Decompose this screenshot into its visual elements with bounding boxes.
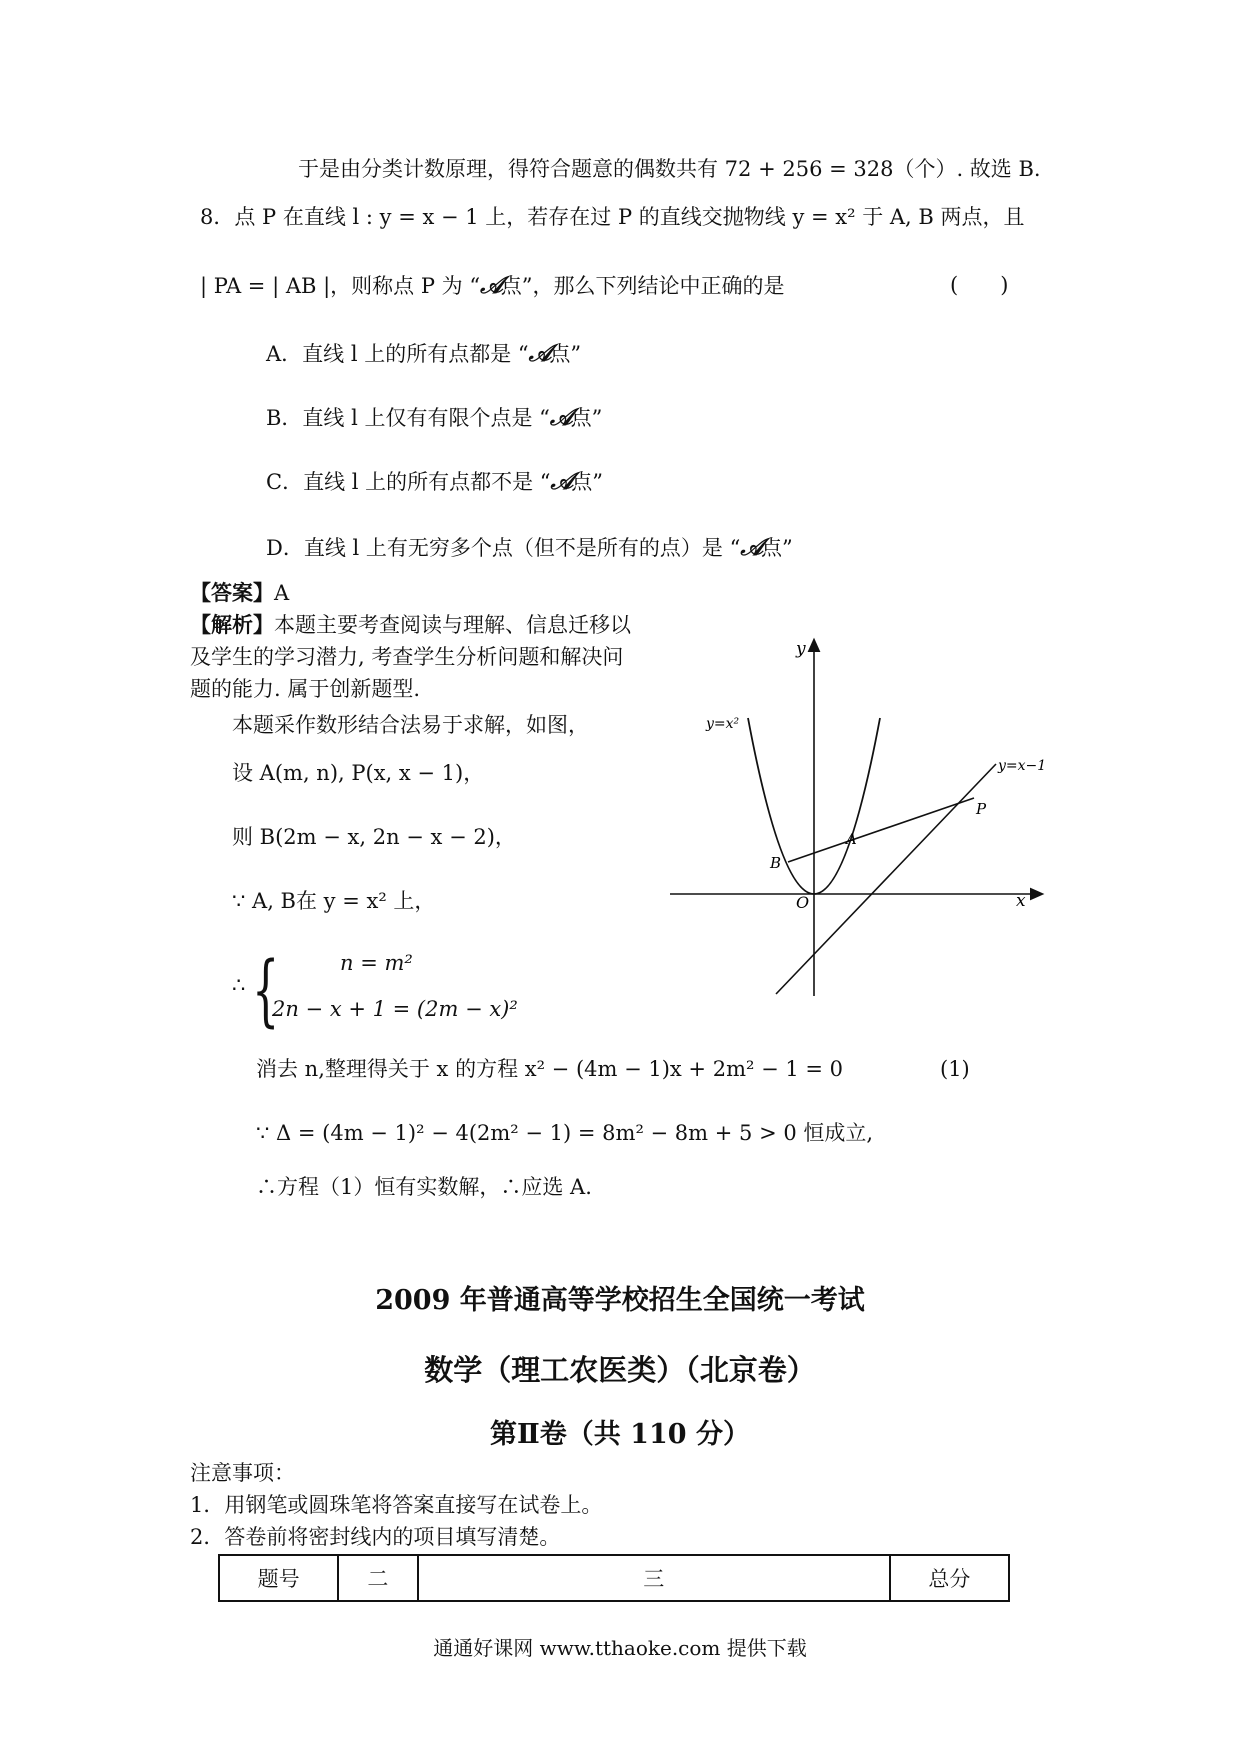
line-l <box>776 764 996 994</box>
analysis-line5: 设 A(m, n), P(x, x − 1)， <box>232 761 485 785</box>
analysis-line6: 则 B(2m − x, 2n − x − 2)， <box>232 825 516 849</box>
exam-subject-title: 数学（理工农医类）（北京卷） <box>424 1353 816 1387</box>
analysis-line1 <box>190 612 631 638</box>
option-c-suffix: 点” <box>571 470 604 494</box>
system-equation-2: 2n − x + 1 = (2m − x)² <box>272 997 518 1021</box>
analysis-tag: 【解析】 <box>190 612 274 637</box>
exam-part-title: 第Ⅱ卷（共 110 分） <box>490 1419 750 1450</box>
analysis-line7: ∵ A, B在 y = x² 上， <box>232 889 436 913</box>
answer-paren: ( ) <box>950 273 1009 297</box>
option-b <box>266 404 602 431</box>
system-brace: { <box>252 946 280 1036</box>
table-header-cell: 题号 <box>219 1555 338 1601</box>
analysis-line4: 本题采作数形结合法易于求解，如图， <box>232 713 589 737</box>
analysis-line3: 题的能力. 属于创新题型. <box>190 677 421 701</box>
table-header-cell: 三 <box>418 1555 890 1601</box>
secant-line <box>788 798 974 862</box>
point-b-label: B <box>770 854 782 872</box>
note-2: 2．答卷前将密封线内的项目填写清楚。 <box>190 1525 561 1549</box>
exam-title: 2009 年普通高等学校招生全国统一考试 <box>375 1285 865 1316</box>
score-table <box>218 1554 1010 1602</box>
ab-point-symbol: 𝒜 <box>528 338 550 367</box>
option-a-label: A．直线 l 上的所有点都是 “ <box>266 342 529 366</box>
page-footer: 通通好课网 www.tthaoke.com 提供下载 <box>433 1636 807 1660</box>
question-8-stem-line2 <box>200 272 785 299</box>
option-d-suffix: 点” <box>761 536 793 560</box>
option-b-label: B．直线 l 上仅有有限个点是 “ <box>266 406 550 430</box>
option-a <box>266 340 581 367</box>
stem-line2-prefix: | PA = | AB |，则称点 P 为 “ <box>200 274 481 298</box>
option-a-suffix: 点” <box>549 342 582 366</box>
equation-number: (1) <box>940 1057 970 1081</box>
analysis-text1: 本题主要考查阅读与理解、信息迁移以 <box>274 613 631 637</box>
option-c-label: C．直线 l 上的所有点都不是 “ <box>266 470 551 494</box>
point-a-label: A <box>846 830 857 848</box>
ab-point-symbol: 𝒜 <box>480 270 501 299</box>
line-label: y=x−1 <box>998 758 1047 774</box>
option-d <box>266 534 793 561</box>
answer-line <box>190 580 289 606</box>
point-p-label: P <box>976 800 987 818</box>
table-row <box>219 1555 1009 1601</box>
y-axis-label: y <box>796 639 806 659</box>
ab-point-symbol: 𝒜 <box>550 466 572 495</box>
ab-point-symbol: 𝒜 <box>740 532 762 561</box>
option-b-suffix: 点” <box>570 406 603 430</box>
system-equation-1: n = m² <box>340 951 413 975</box>
previous-solution-line: 于是由分类计数原理，得符合题意的偶数共有 72 + 256 = 328（个）. 故选 B. <box>298 157 1041 181</box>
note-1: 1．用钢笔或圆珠笔将答案直接写在试卷上。 <box>190 1493 603 1517</box>
question-8-stem-line1: 8．点 P 在直线 l : y = x − 1 上，若存在过 P 的直线交抛物线 y = x² 于 A, B 两点，且 <box>200 205 1025 229</box>
answer-value: A <box>274 581 290 605</box>
analysis-line9: ∵ Δ = (4m − 1)² − 4(2m² − 1) = 8m² − 8m + 5 > 0 恒成立, <box>256 1121 874 1145</box>
answer-tag: 【答案】 <box>190 580 274 605</box>
origin-label: O <box>796 893 810 912</box>
analysis-line8: 消去 n,整理得关于 x 的方程 x² − (4m − 1)x + 2m² − 1 = 0 <box>256 1057 844 1081</box>
notes-title: 注意事项： <box>190 1461 295 1485</box>
x-axis-label: x <box>1016 891 1026 911</box>
table-header-cell: 二 <box>338 1555 418 1601</box>
analysis-line10: ∴方程（1）恒有实数解，∴应选 A. <box>256 1175 592 1199</box>
ab-point-symbol: 𝒜 <box>549 402 571 431</box>
option-d-label: D．直线 l 上有无穷多个点（但不是所有的点）是 “ <box>266 536 741 560</box>
option-c <box>266 468 603 495</box>
parabola-line-figure <box>670 636 1050 1006</box>
parabola-label: y=x² <box>706 716 740 732</box>
analysis-line2: 及学生的学习潜力, 考查学生分析问题和解决问 <box>190 645 624 669</box>
stem-line2-suffix: 点”，那么下列结论中正确的是 <box>500 274 785 298</box>
table-header-cell: 总分 <box>890 1555 1009 1601</box>
therefore-symbol: ∴ <box>232 973 246 997</box>
